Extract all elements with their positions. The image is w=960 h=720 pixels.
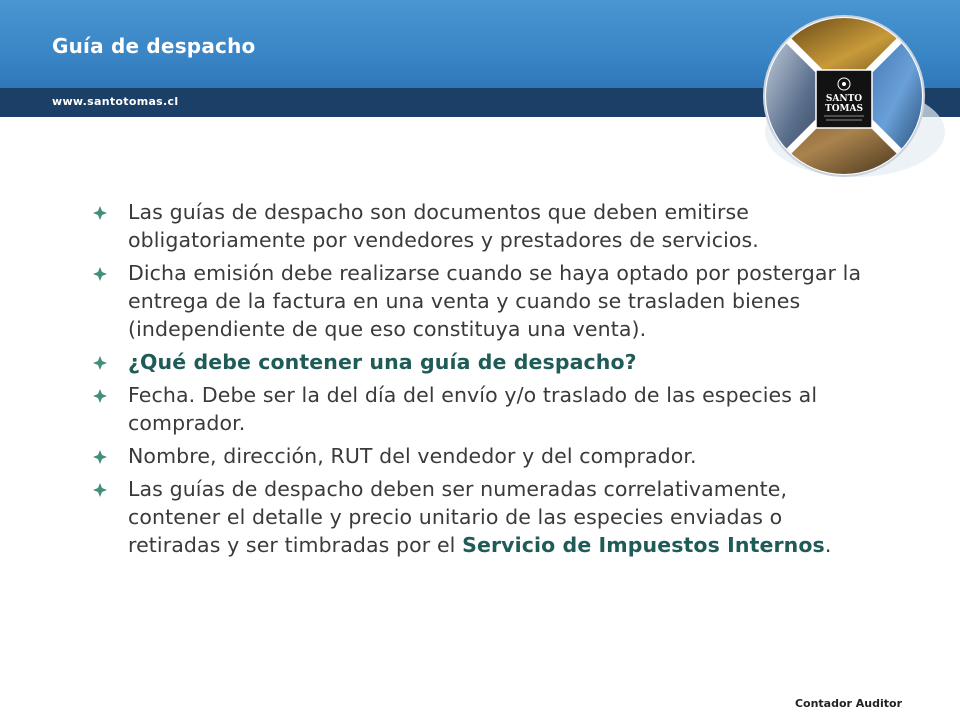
diamond-bullet-icon bbox=[92, 482, 108, 498]
list-item-text: Las guías de despacho son documentos que deben emitirse obligatoriamente por vendedores y prestadores de servicios. bbox=[128, 200, 759, 252]
list-item-text: Las guías de despacho deben ser numeradas correlativamente, contener el detalle y precio unitario de las especies enviadas o retiradas y ser timbradas por el bbox=[128, 477, 788, 557]
list-item-text: Fecha. Debe ser la del día del envío y/o traslado de las especies al comprador. bbox=[128, 383, 818, 435]
bullet-list bbox=[92, 198, 872, 564]
list-item bbox=[92, 198, 872, 254]
diamond-bullet-icon bbox=[92, 266, 108, 282]
list-item-question bbox=[92, 348, 872, 376]
diamond-bullet-icon bbox=[92, 205, 108, 221]
santo-tomas-logo bbox=[760, 12, 950, 182]
footer-label: Contador Auditor bbox=[794, 697, 902, 710]
diamond-bullet-icon bbox=[92, 388, 108, 404]
diamond-bullet-icon bbox=[92, 355, 108, 371]
list-item bbox=[92, 475, 872, 559]
list-item bbox=[92, 442, 872, 470]
list-item-text: Nombre, dirección, RUT del vendedor y del comprador. bbox=[128, 444, 697, 468]
diamond-bullet-icon bbox=[92, 449, 108, 465]
list-item bbox=[92, 259, 872, 343]
list-item-tail: . bbox=[824, 533, 832, 557]
site-url: www.santotomas.cl bbox=[52, 95, 179, 108]
page-title: Guía de despacho bbox=[52, 34, 256, 58]
list-item-text: Dicha emisión debe realizarse cuando se haya optado por postergar la entrega de la factura en una venta y cuando se trasladen bienes (independiente de que eso constituya una venta). bbox=[128, 261, 862, 341]
logo-text-santo: SANTO bbox=[825, 94, 863, 104]
list-item-text: ¿Qué debe contener una guía de despacho? bbox=[128, 350, 637, 374]
logo-text-tomas: TOMAS bbox=[825, 104, 863, 114]
list-item bbox=[92, 381, 872, 437]
sii-emphasis: Servicio de Impuestos Internos bbox=[462, 533, 825, 557]
